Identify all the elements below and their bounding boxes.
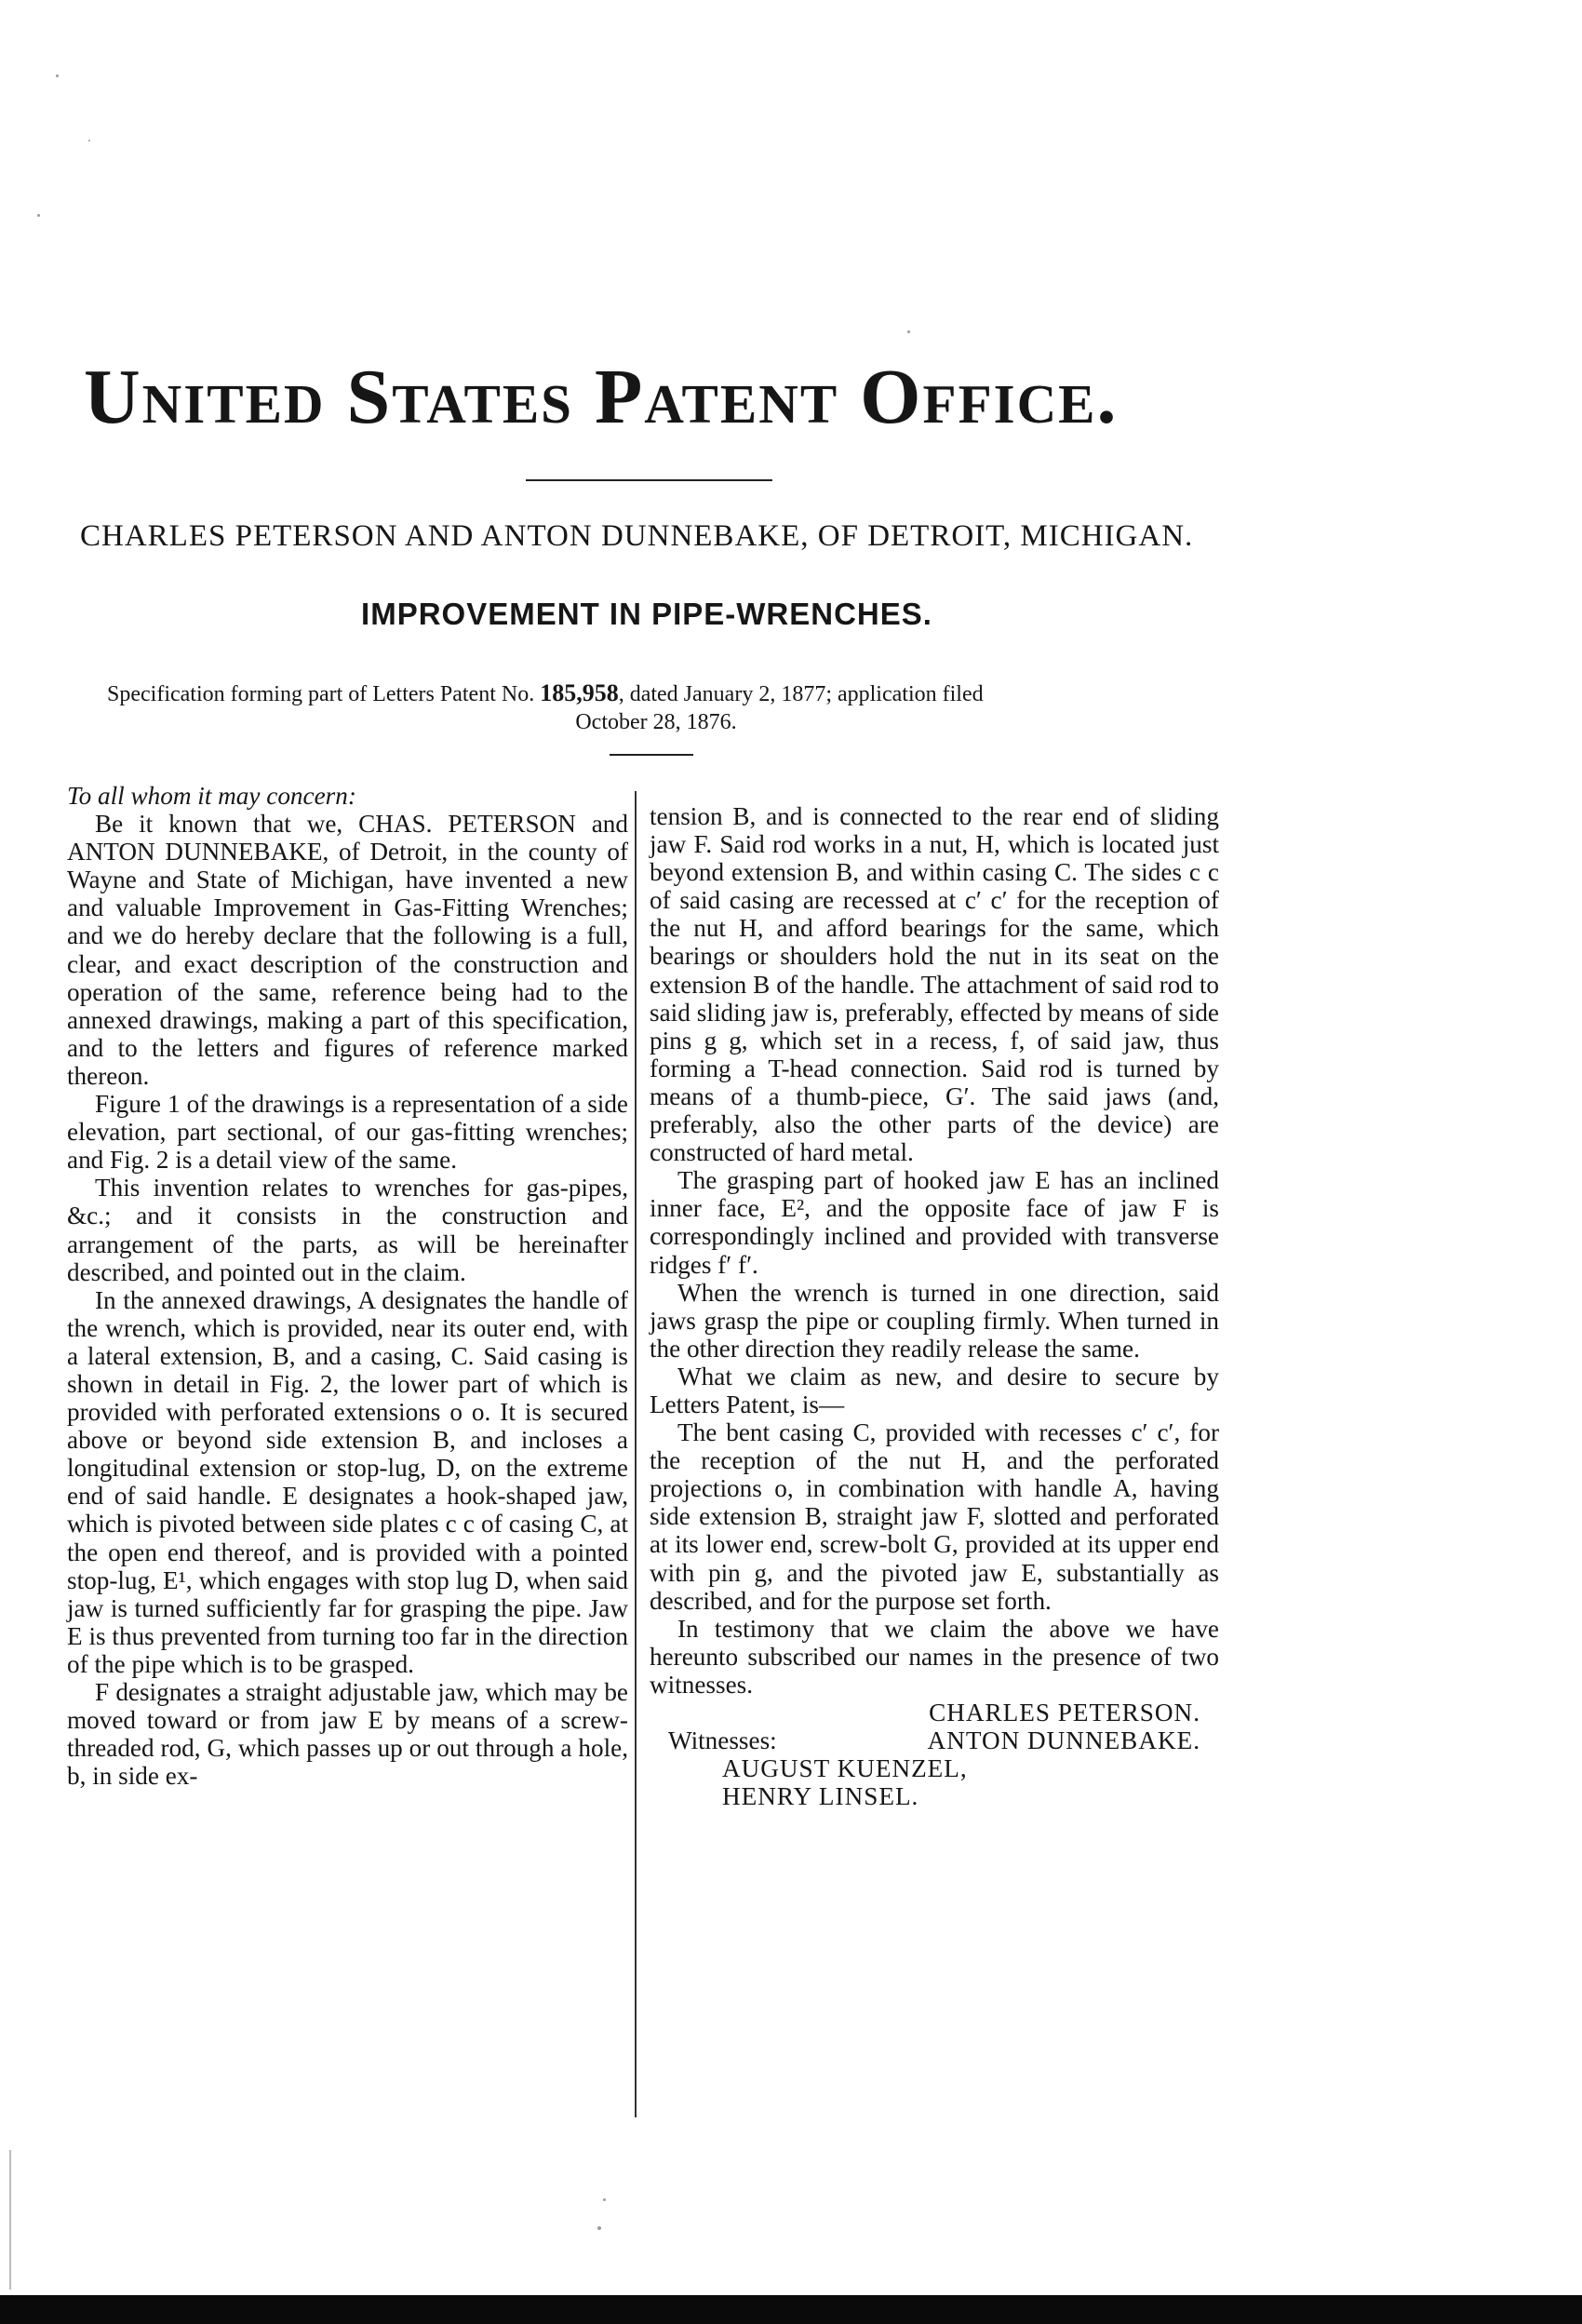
signatures bbox=[650, 1699, 1219, 1810]
office-title: United States Patent Office. bbox=[84, 354, 1119, 440]
column-divider bbox=[635, 791, 637, 2117]
witness-name: AUGUST KUENZEL, bbox=[722, 1754, 968, 1783]
specification-line-1 bbox=[107, 679, 1205, 708]
specification-line bbox=[107, 679, 1205, 736]
testimony: In testimony that we claim the above we have hereunto subscribed our names in the presence of two witnesses. bbox=[650, 1614, 1219, 1699]
specification-line-2: October 28, 1876. bbox=[575, 710, 737, 734]
signature-inventor: CHARLES PETERSON. bbox=[929, 1699, 1200, 1726]
scan-speck bbox=[37, 214, 40, 217]
title-rule bbox=[526, 479, 772, 481]
paragraph: This invention relates to wrenches for gas-pipes, &c.; and it consists in the construction and arrangement of the parts, as will be hereinafter described, and pointed out in the claim. bbox=[67, 1174, 628, 1286]
scan-speck bbox=[907, 330, 910, 333]
spec-suffix: , dated January 2, 1877; application filed bbox=[618, 682, 984, 706]
paragraph: The grasping part of hooked jaw E has an inclined inner face, E², and the opposite face of jaw F is correspondingly inclined and provided with transverse ridges f′ f′. bbox=[650, 1166, 1219, 1279]
signature-inventor: ANTON DUNNEBAKE. bbox=[927, 1726, 1200, 1755]
scan-edge-line bbox=[9, 2150, 11, 2290]
scan-speck bbox=[88, 140, 90, 141]
scan-bottom-bar bbox=[0, 2295, 1582, 2324]
invention-title: IMPROVEMENT IN PIPE-WRENCHES. bbox=[361, 597, 932, 631]
paragraph: tension B, and is connected to the rear end of sliding jaw F. Said rod works in a nut, H, which is located just beyond extension B, and within casing C. The sides c c of said casing are recessed at c′ c′ for the reception of the nut H, and afford bearings for the same, which bearings or shoulders hold the nut in its seat on the extension B of the handle. The attachment of said rod to said sliding jaw is, preferably, effected by means of side pins g g, which set in a recess, f, of said jaw, thus forming a T-head connection. Said rod is turned by means of a thumb-piece, G′. The said jaws (and, preferably, also the other parts of the device) are constructed of hard metal. bbox=[650, 802, 1219, 1167]
right-column bbox=[650, 802, 1219, 1810]
paragraph: Be it known that we, CHAS. PETERSON and ANTON DUNNEBAKE, of Detroit, in the county of Wayne and State of Michigan, have invented a new and valuable Improvement in Gas-Fitting Wrenches; and we do hereby declare that the following is a full, clear, and exact description of the construction and operation of the same, reference being had to the annexed drawings, making a part of this specification, and to the letters and figures of reference marked thereon. bbox=[67, 810, 628, 1090]
claim: The bent casing C, provided with recesses c′ c′, for the reception of the nut H, and the perforated projections o, in combination with handle A, having side extension B, straight jaw F, slotted and perforated at its lower end, screw-bolt G, provided at its upper end with pin g, and the pivoted jaw E, substantially as described, and for the purpose set forth. bbox=[650, 1418, 1219, 1615]
paragraph: In the annexed drawings, A designates the handle of the wrench, which is provided, near its outer end, with a lateral extension, B, and a casing, C. Said casing is shown in detail in Fig. 2, the lower part of which is provided with perforated extensions o o. It is secured above or beyond side extension B, and incloses a longitudinal extension or stop-lug, D, on the extreme end of said handle. E designates a hook-shaped jaw, which is pivoted between side plates c c of casing C, at the open end thereof, and is provided with a pointed stop-lug, E¹, which engages with stop lug D, when said jaw is turned sufficiently far for grasping the pipe. Jaw E is thus prevented from turning too far in the direction of the pipe which is to be grasped. bbox=[67, 1285, 628, 1678]
witness-name: HENRY LINSEL. bbox=[722, 1782, 919, 1811]
salutation: To all whom it may concern: bbox=[67, 782, 356, 810]
claim-intro: What we claim as new, and desire to secure by Letters Patent, is— bbox=[650, 1362, 1219, 1418]
paragraph: Figure 1 of the drawings is a representation of a side elevation, part sectional, of our gas-fitting wrenches; and Fig. 2 is a detail view of the same. bbox=[67, 1090, 628, 1175]
paragraph: F designates a straight adjustable jaw, which may be moved toward or from jaw E by means of a screw-threaded rod, G, which passes up or out through a hole, b, in side ex- bbox=[67, 1678, 628, 1791]
patent-number: 185,958 bbox=[540, 679, 619, 706]
scan-speck bbox=[603, 2198, 606, 2201]
left-column bbox=[67, 782, 628, 1790]
scan-speck bbox=[597, 2226, 601, 2230]
scan-speck bbox=[56, 74, 59, 77]
spec-prefix: Specification forming part of Letters Patent No. bbox=[107, 682, 535, 706]
inventors-line: CHARLES PETERSON AND ANTON DUNNEBAKE, OF DETROIT, MICHIGAN. bbox=[80, 519, 1194, 553]
witnesses-label: Witnesses: bbox=[668, 1726, 777, 1755]
paragraph: When the wrench is turned in one direction, said jaws grasp the pipe or coupling firmly. When turned in the other direction they readily release the same. bbox=[650, 1278, 1219, 1363]
spec-rule bbox=[610, 754, 693, 756]
